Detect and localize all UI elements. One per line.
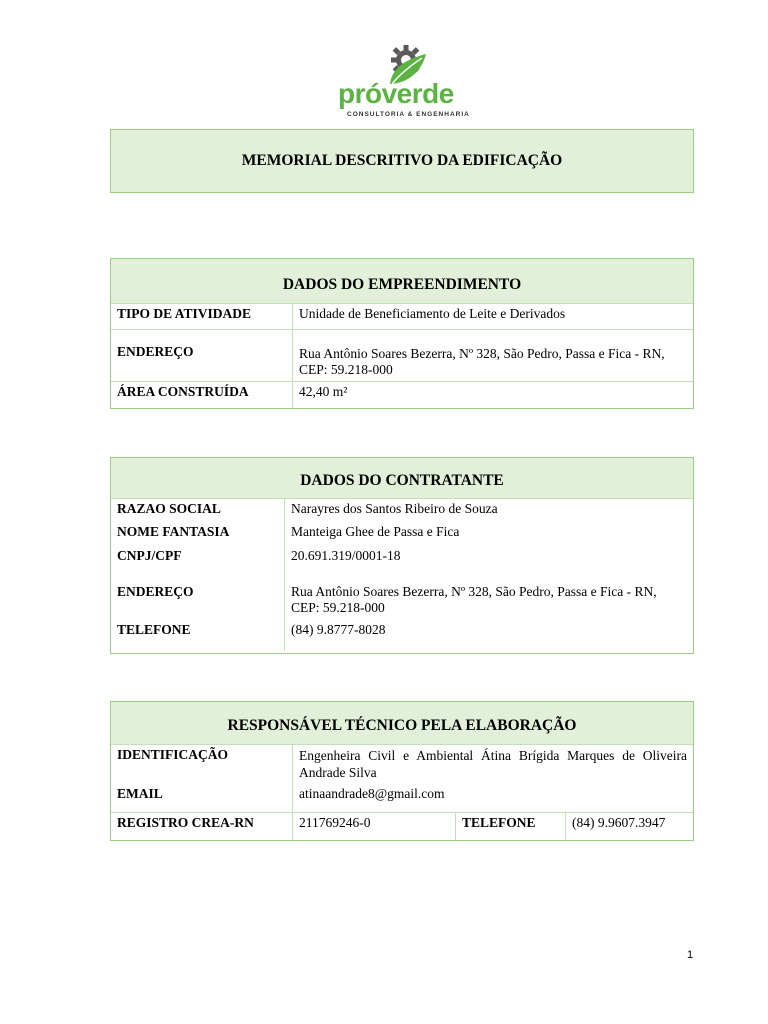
row-value: (84) 9.9607.3947 — [565, 813, 693, 840]
row-value: Unidade de Beneficiamento de Leite e Derivados — [292, 304, 693, 329]
row-label: ÁREA CONSTRUÍDA — [117, 384, 249, 399]
table-row — [111, 546, 693, 570]
row-label: EMAIL — [117, 786, 163, 801]
table-row — [111, 614, 693, 651]
table-row — [111, 498, 693, 522]
row-label: ENDEREÇO — [117, 344, 194, 359]
row-label: IDENTIFICAÇÃO — [117, 747, 229, 762]
table-row — [111, 329, 693, 381]
row-value: Engenheira Civil e Ambiental Átina Brígida Marques de Oliveira Andrade Silva — [292, 745, 693, 784]
table-row — [111, 522, 693, 546]
responsavel-table — [110, 701, 694, 841]
page-number: 1 — [687, 949, 694, 961]
table-row — [111, 784, 693, 812]
row-label: RAZAO SOCIAL — [117, 501, 221, 516]
logo-subtitle: CONSULTORIA & ENGENHARIA — [347, 111, 470, 118]
row-value: Rua Antônio Soares Bezerra, Nº 328, São Pedro, Passa e Fica - RN, CEP: 59.218-000 — [284, 570, 693, 614]
row-value: 20.691.319/0001-18 — [284, 546, 693, 570]
email-link[interactable]: atinaandrade8@gmail.com — [292, 784, 693, 812]
empreendimento-header: DADOS DO EMPREENDIMENTO — [111, 259, 693, 303]
contratante-table — [110, 457, 694, 654]
row-value: Manteiga Ghee de Passa e Fica — [284, 522, 693, 546]
company-logo — [330, 44, 480, 120]
contratante-header: DADOS DO CONTRATANTE — [111, 458, 693, 498]
table-row — [111, 303, 693, 329]
row-value: Narayres dos Santos Ribeiro de Souza — [284, 499, 693, 522]
document-title: MEMORIAL DESCRITIVO DA EDIFICAÇÃO — [110, 129, 694, 193]
row-label: NOME FANTASIA — [117, 524, 230, 539]
row-label: TELEFONE — [117, 622, 191, 637]
row-value: 42,40 m² — [292, 382, 693, 408]
empreendimento-table — [110, 258, 694, 409]
responsavel-header: RESPONSÁVEL TÉCNICO PELA ELABORAÇÃO — [111, 702, 693, 744]
row-label: CNPJ/CPF — [117, 548, 182, 563]
table-row — [111, 744, 693, 784]
table-row — [111, 570, 693, 614]
row-label: TIPO DE ATIVIDADE — [117, 306, 252, 321]
table-row — [111, 812, 693, 840]
row-label: TELEFONE — [455, 813, 565, 840]
table-row — [111, 381, 693, 408]
row-value: (84) 9.8777-8028 — [284, 614, 693, 651]
logo-wordmark: próverde — [338, 78, 454, 109]
row-label: REGISTRO CREA-RN — [117, 815, 254, 830]
row-value: Rua Antônio Soares Bezerra, Nº 328, São Pedro, Passa e Fica - RN, CEP: 59.218-000 — [292, 330, 693, 381]
row-value: 211769246-0 — [292, 813, 455, 840]
row-label: ENDEREÇO — [117, 584, 194, 599]
